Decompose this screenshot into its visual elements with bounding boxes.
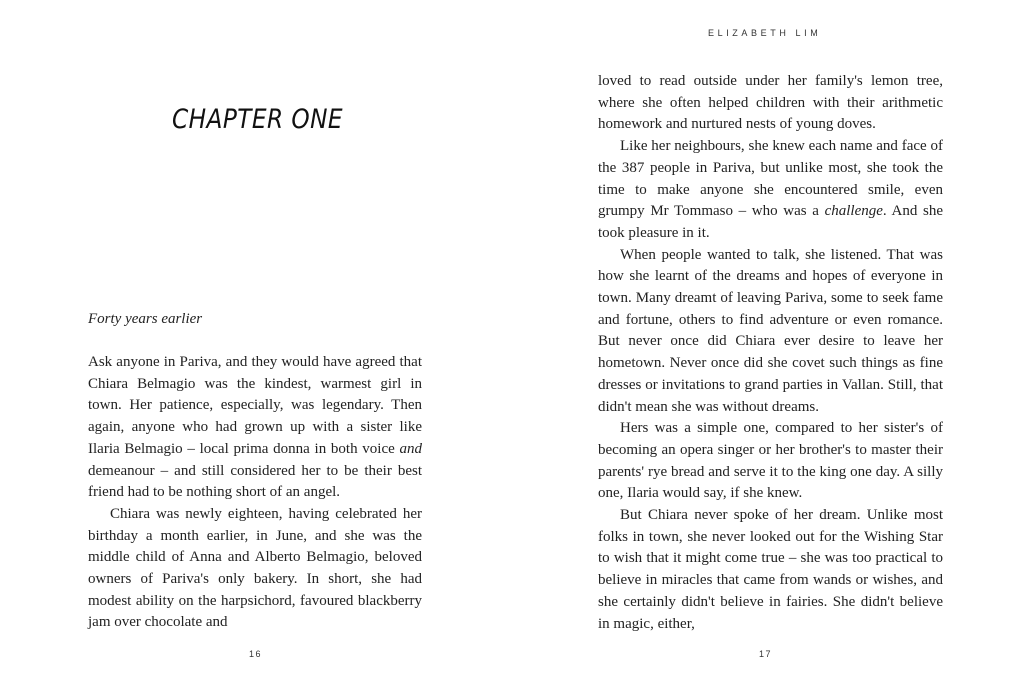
left-body-text xyxy=(88,352,422,634)
right-body-text xyxy=(598,71,943,635)
paragraph: But Chiara never spoke of her dream. Unlike most folks in town, she never looked out for the Wishing Star to wish that it might come true – she was too practical to believe in miracles that came from wands or wishes, and she certainly didn't believe in fairies. She didn't believe in magic, either, xyxy=(598,507,943,632)
paragraph-text: demeanour – and still considered her to be their best friend had to be nothing short of an angel. xyxy=(88,462,422,501)
page-number: 16 xyxy=(249,649,263,659)
paragraph xyxy=(88,352,422,504)
page-number: 17 xyxy=(759,649,773,659)
emphasis-text: challenge xyxy=(824,203,883,220)
paragraph xyxy=(598,136,943,245)
paragraph-text: . And she took pleasure in it. xyxy=(598,203,943,241)
paragraph-text: Like her neighbours, she knew each name and face of the 387 people in Pariva, but unlike most, she took the time to make anyone she encountered smile, even grumpy Mr Tommaso – who was a xyxy=(598,138,943,220)
right-page xyxy=(510,0,1020,679)
paragraph: loved to read outside under her family's lemon tree, where she often helped children with their arithmetic homework and nurtured nests of young doves. xyxy=(598,73,943,133)
paragraph: Chiara was newly eighteen, having celebrated her birthday a month earlier, in June, and she was the middle child of Anna and Alberto Belmagio, beloved owners of Pariva's only bakery. In short, she had modest ability on the harpsichord, favoured blackberry jam over chocolate and xyxy=(88,505,422,631)
epigraph: Forty years earlier xyxy=(88,311,203,327)
paragraph: When people wanted to talk, she listened. That was how she learnt of the dreams and hopes of everyone in town. Many dreamt of leaving Pariva, some to seek fame and fortune, others to find adventure or even romance. But never once did Chiara ever desire to leave her hometown. Never once did she covet such things as fine dresses or invitations to grand parties in Vallan. Still, that didn't mean she was without dreams. xyxy=(598,246,943,415)
emphasis-text: and xyxy=(399,440,422,457)
running-head: ELIZABETH LIM xyxy=(708,28,822,38)
paragraph: Hers was a simple one, compared to her sister's of becoming an opera singer or her brother's to master their parents' rye bread and serve it to the king one day. A silly one, Ilaria would say, if she knew. xyxy=(598,420,943,502)
paragraph-text: Ask anyone in Pariva, and they would have agreed that Chiara Belmagio was the kindest, warmest girl in town. Her patience, especially, was legendary. Then again, anyone who had grown up with a sister like Ilaria Belmagio – local prima donna in both voice xyxy=(88,354,422,457)
chapter-title: CHAPTER ONE xyxy=(172,104,343,135)
